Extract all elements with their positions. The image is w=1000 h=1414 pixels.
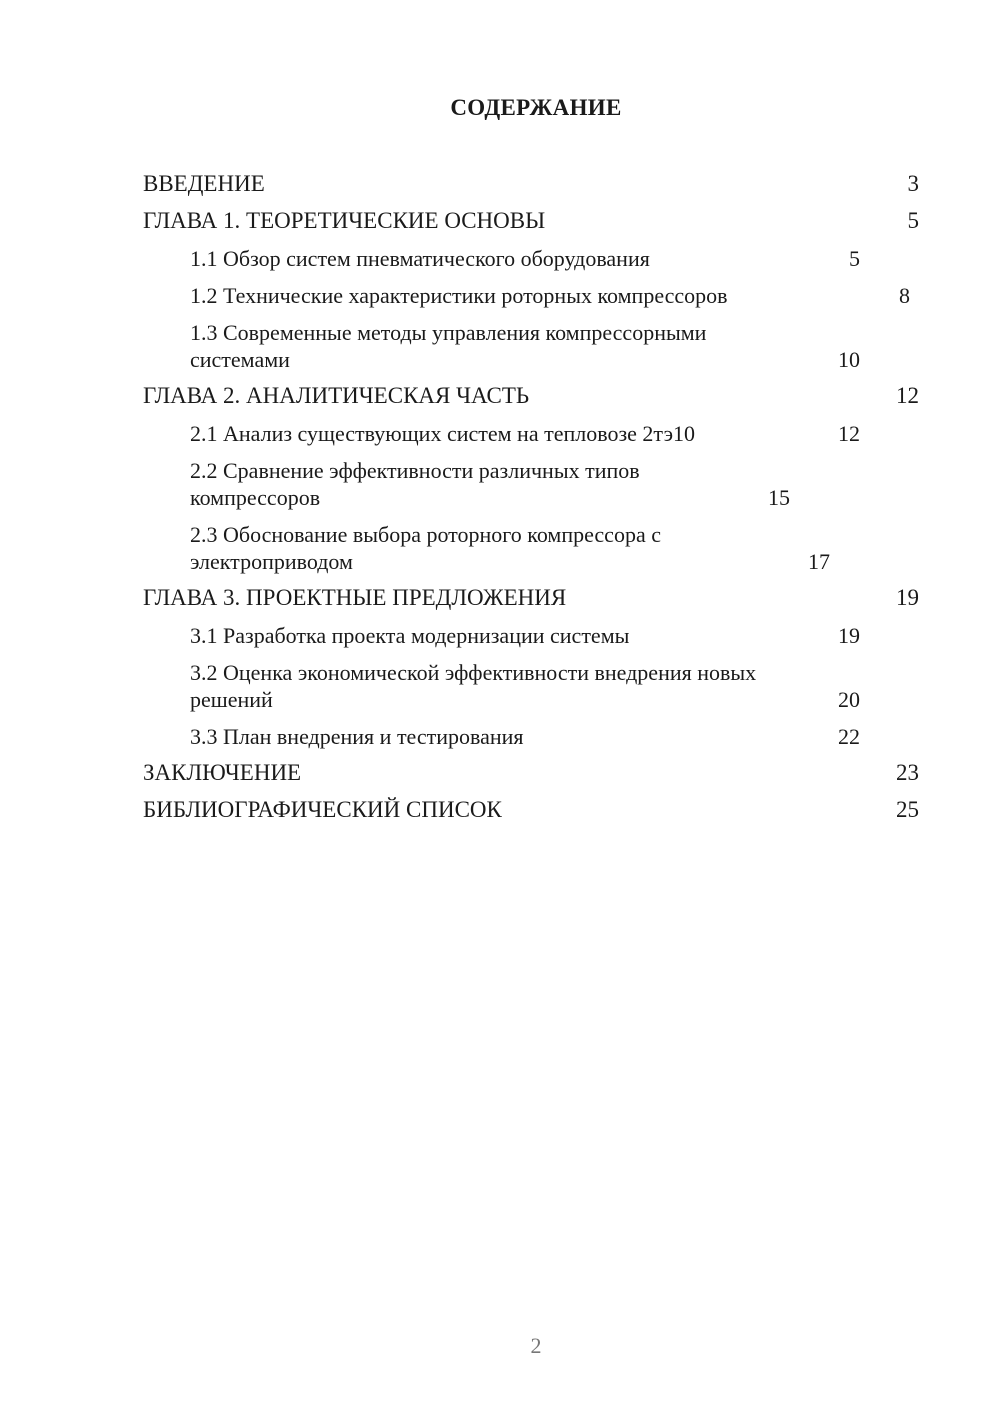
- toc-entry-page: 23: [896, 760, 919, 785]
- toc-entry-page: 10: [838, 347, 860, 372]
- toc-subentry[interactable]: [143, 457, 919, 511]
- toc-subentry[interactable]: [143, 521, 919, 575]
- page-title: СОДЕРЖАНИЕ: [450, 95, 622, 120]
- toc-entry-page: 19: [896, 585, 919, 610]
- toc-subentry[interactable]: [143, 319, 919, 373]
- toc-entry-page: 25: [896, 797, 919, 822]
- toc-entry-page: 15: [768, 485, 790, 510]
- toc-entry-page: 3: [907, 171, 919, 196]
- toc-entry-label: 2.2 Сравнение эффективности различных типов компрессоров: [190, 458, 640, 510]
- toc-entry-page: 12: [838, 421, 860, 446]
- toc-entry-label: ЗАКЛЮЧЕНИЕ: [143, 760, 302, 785]
- toc-entry-page: 20: [838, 687, 860, 712]
- toc-entry[interactable]: [143, 208, 919, 234]
- toc-entry-label: 2.3 Обоснование выбора роторного компрессора с электроприводом: [190, 522, 661, 574]
- toc-entry-label: ВВЕДЕНИЕ: [143, 171, 265, 196]
- toc-entry-page: 17: [808, 549, 830, 574]
- toc-entry-page: 5: [849, 246, 860, 271]
- toc-subentry[interactable]: [143, 659, 919, 713]
- table-of-contents: [143, 171, 919, 834]
- page-number: 2: [530, 1333, 542, 1358]
- toc-entry-page: 22: [838, 724, 860, 749]
- toc-entry[interactable]: [143, 585, 919, 611]
- toc-entry-label: БИБЛИОГРАФИЧЕСКИЙ СПИСОК: [143, 797, 502, 822]
- toc-entry-label: 2.1 Анализ существующих систем на тепловозе 2тэ10: [190, 421, 696, 446]
- toc-entry-label: 1.3 Современные методы управления компрессорными системами: [190, 320, 707, 372]
- toc-entry[interactable]: [143, 797, 919, 823]
- toc-entry[interactable]: [143, 383, 919, 409]
- toc-entry-label: 3.2 Оценка экономической эффективности внедрения новых решений: [190, 660, 757, 712]
- toc-entry-label: 1.1 Обзор систем пневматического оборудования: [190, 246, 650, 271]
- toc-entry[interactable]: [143, 171, 919, 197]
- toc-entry-page: 8: [899, 283, 910, 308]
- toc-entry-label: 1.2 Технические характеристики роторных компрессоров: [190, 283, 728, 308]
- toc-entry-page: 12: [896, 383, 919, 408]
- toc-entry-label: ГЛАВА 3. ПРОЕКТНЫЕ ПРЕДЛОЖЕНИЯ: [143, 585, 567, 610]
- toc-subentry[interactable]: [143, 420, 919, 447]
- toc-entry-label: 3.3 План внедрения и тестирования: [190, 724, 524, 749]
- toc-entry[interactable]: [143, 760, 919, 786]
- toc-entry-page: 5: [907, 208, 919, 233]
- toc-entry-label: ГЛАВА 2. АНАЛИТИЧЕСКАЯ ЧАСТЬ: [143, 383, 530, 408]
- toc-entry-page: 19: [838, 623, 860, 648]
- toc-subentry[interactable]: [143, 622, 919, 649]
- toc-subentry[interactable]: [143, 282, 919, 309]
- toc-entry-label: 3.1 Разработка проекта модернизации системы: [190, 623, 630, 648]
- toc-subentry[interactable]: [143, 723, 919, 750]
- toc-subentry[interactable]: [143, 245, 919, 272]
- toc-entry-label: ГЛАВА 1. ТЕОРЕТИЧЕСКИЕ ОСНОВЫ: [143, 208, 546, 233]
